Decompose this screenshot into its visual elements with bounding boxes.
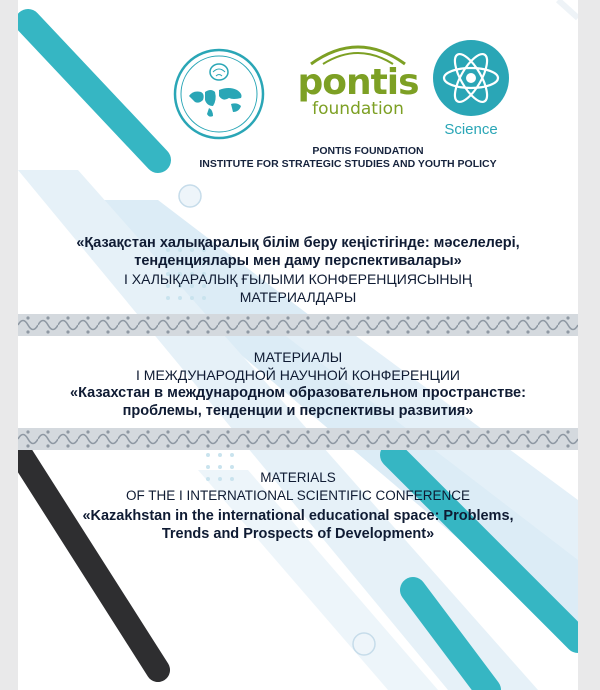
english-title	[48, 507, 548, 543]
english-heading	[48, 469, 548, 505]
pontis-subtitle: foundation	[312, 99, 404, 119]
kazakh-title	[48, 234, 548, 270]
english-line-1: MATERIALS	[260, 470, 336, 485]
kazakh-subtitle	[48, 270, 548, 306]
kazakh-subtitle-line-1: I ХАЛЫҚАРАЛЫҚ ҒЫЛЫМИ КОНФЕРЕНЦИЯСЫНЫҢ	[123, 271, 473, 287]
russian-heading	[48, 348, 548, 384]
russian-title-line-1: «Казахстан в международном образовательном пространстве:	[70, 385, 526, 401]
russian-title-line-2: проблемы, тенденции и перспективы развития»	[122, 403, 474, 419]
english-line-2: OF THE I INTERNATIONAL SCIENTIFIC CONFERENCE	[125, 488, 471, 503]
cover-page	[18, 0, 578, 690]
english-title-line-2: Trends and Prospects of Development»	[161, 526, 435, 542]
pontis-wordmark: pontis	[297, 62, 419, 103]
russian-line-2: I МЕЖДУНАРОДНОЙ НАУЧНОЙ КОНФЕРЕНЦИИ	[136, 367, 460, 383]
org-line-2: INSTITUTE FOR STRATEGIC STUDIES AND YOUTH POLICY	[199, 158, 497, 170]
russian-title	[48, 384, 548, 420]
org-line-1: PONTIS FOUNDATION	[312, 145, 424, 157]
organization-names	[199, 145, 528, 171]
ornament-divider-1	[18, 314, 578, 336]
atom-icon	[431, 38, 511, 118]
logos-row	[18, 0, 578, 180]
kazakh-title-line-1: «Қазақстан халықаралық білім беру кеңістігінде: мәселелері,	[76, 235, 520, 251]
kazakh-subtitle-line-2: МАТЕРИАЛДАРЫ	[239, 289, 357, 305]
english-title-line-1: «Kazakhstan in the international educational space: Problems,	[82, 508, 514, 524]
globe-emblem-icon	[173, 48, 265, 140]
pontis-logo	[288, 40, 428, 118]
science-label: Science	[444, 121, 498, 138]
science-logo	[426, 38, 516, 138]
russian-line-1: МАТЕРИАЛЫ	[253, 349, 343, 365]
ornament-divider-2	[18, 428, 578, 450]
kazakh-title-line-2: тенденциялары мен даму перспективалары»	[134, 253, 462, 269]
